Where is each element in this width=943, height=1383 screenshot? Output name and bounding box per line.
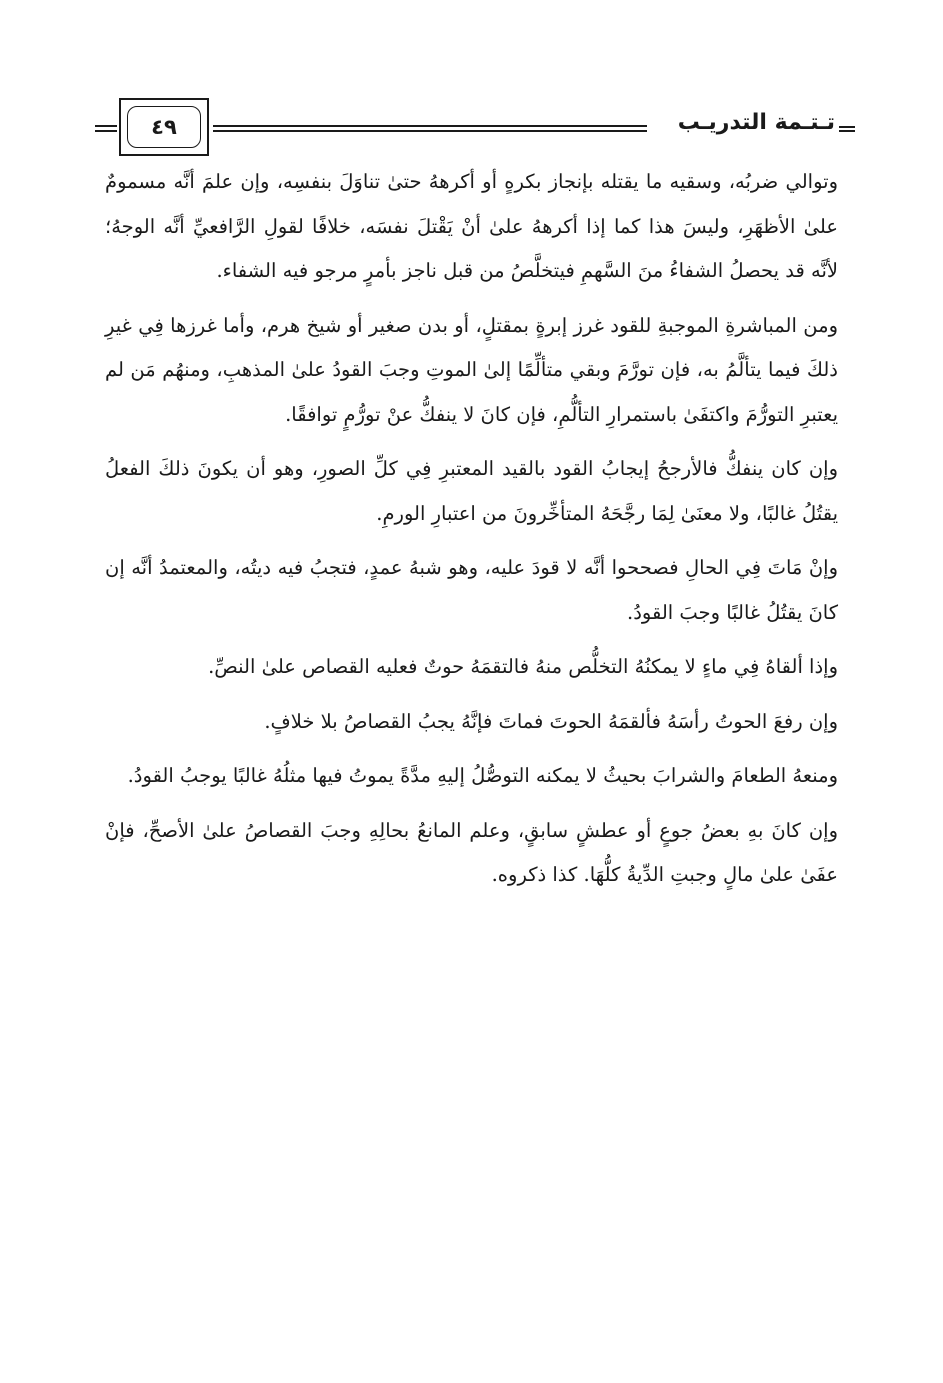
paragraph: ومن المباشرةِ الموجبةِ للقود غرز إبرةٍ بمقتلٍ، أو بدن صغير أو شيخ هرم، وأما غرزها فِي غيرِ ذلكَ فيما يتألَّمُ به، فإن تورَّمَ وبقي متألِّمًا إلىٰ الموتِ وجبَ القودُ علىٰ المذهبِ، ومنهُم مَن لم يعتبرِ التورُّمَ واكتفَىٰ باستمرارِ التألُّمِ، فإن كانَ لا ينفكُّ عنْ تورُّمٍ توافقًا.: [105, 313, 838, 426]
paragraph: وتوالي ضربُه، وسقيه ما يقتله بإنجاز بكرهٍ أو أكرههُ حتىٰ تناوَلَ بنفسِه، وإن علمَ أنَّه مسمومٌ علىٰ الأظهَرِ، وليسَ هذا كما إذا أكرههُ علىٰ أنْ يَقْتلَ نفسَه، خلافًا لقولِ الرَّافعيِّ أنَّه الوجهُ؛ لأنَّه قد يحصلُ الشفاءُ منَ السَّهمِ فيتخلَّصُ من قبل ناجز بأمرٍ مرجو فيه الشفاء.: [105, 170, 838, 282]
paragraph: وإنْ مَاتَ فِي الحالِ فصححوا أنَّه لا قودَ عليه، وهو شبهُ عمدٍ، فتجبُ فيه ديتُه، والمعتمدُ أنَّه إن كانَ يقتُلُ غالبًا وجبَ القودُ.: [105, 556, 838, 624]
running-title: تـتـمة التدريـب: [677, 110, 835, 135]
page-number: ٤٩: [151, 115, 177, 139]
paragraph: وإن كانَ بهِ بعضُ جوعٍ أو عطشٍ سابقٍ، وعلم المانعُ بحالِهِ وجبَ القصاصُ علىٰ الأصحِّ، فإنْ عفَىٰ علىٰ مالٍ وجبتِ الدِّيةُ كلُّهَا. كذا ذكروه.: [105, 818, 838, 886]
header-rule: [213, 130, 647, 132]
paragraph: وإذا ألقاهُ فِي ماءٍ لا يمكنُهُ التخلُّص منهُ فالتقمَهُ حوتٌ فعليه القصاص علىٰ النصِّ.: [208, 655, 838, 678]
page-header: [95, 98, 855, 158]
paragraph: وإن كان ينفكُّ فالأرجحُ إيجابُ القود بالقيد المعتبرِ فِي كلِّ الصورِ، وهو أن يكونَ ذلكَ الفعلُ يقتُلُ غالبًا، ولا معنَىٰ لِمَا رجَّحَهُ المتأخِّرونَ من اعتبارِ الورمِ.: [105, 457, 838, 525]
header-dash: [839, 130, 855, 132]
page-number-box: [119, 98, 209, 156]
body-text: [105, 160, 838, 908]
page-number-frame: [127, 106, 201, 148]
header-bar: [95, 125, 117, 127]
paragraph: وإن رفعَ الحوتُ رأسَهُ فألقمَهُ الحوتَ فماتَ فإنَّهُ يجبُ القصاصُ بلا خلافٍ.: [264, 709, 838, 733]
header-rule: [213, 125, 647, 127]
paragraph: ومنعهُ الطعامَ والشرابَ بحيثُ لا يمكنه التوصُّلُ إليهِ مدَّةً يموتُ فيها مثلُهُ غالبًا يوجبُ القودُ.: [127, 764, 838, 787]
header-bar: [95, 130, 117, 132]
header-dash: [839, 126, 855, 128]
